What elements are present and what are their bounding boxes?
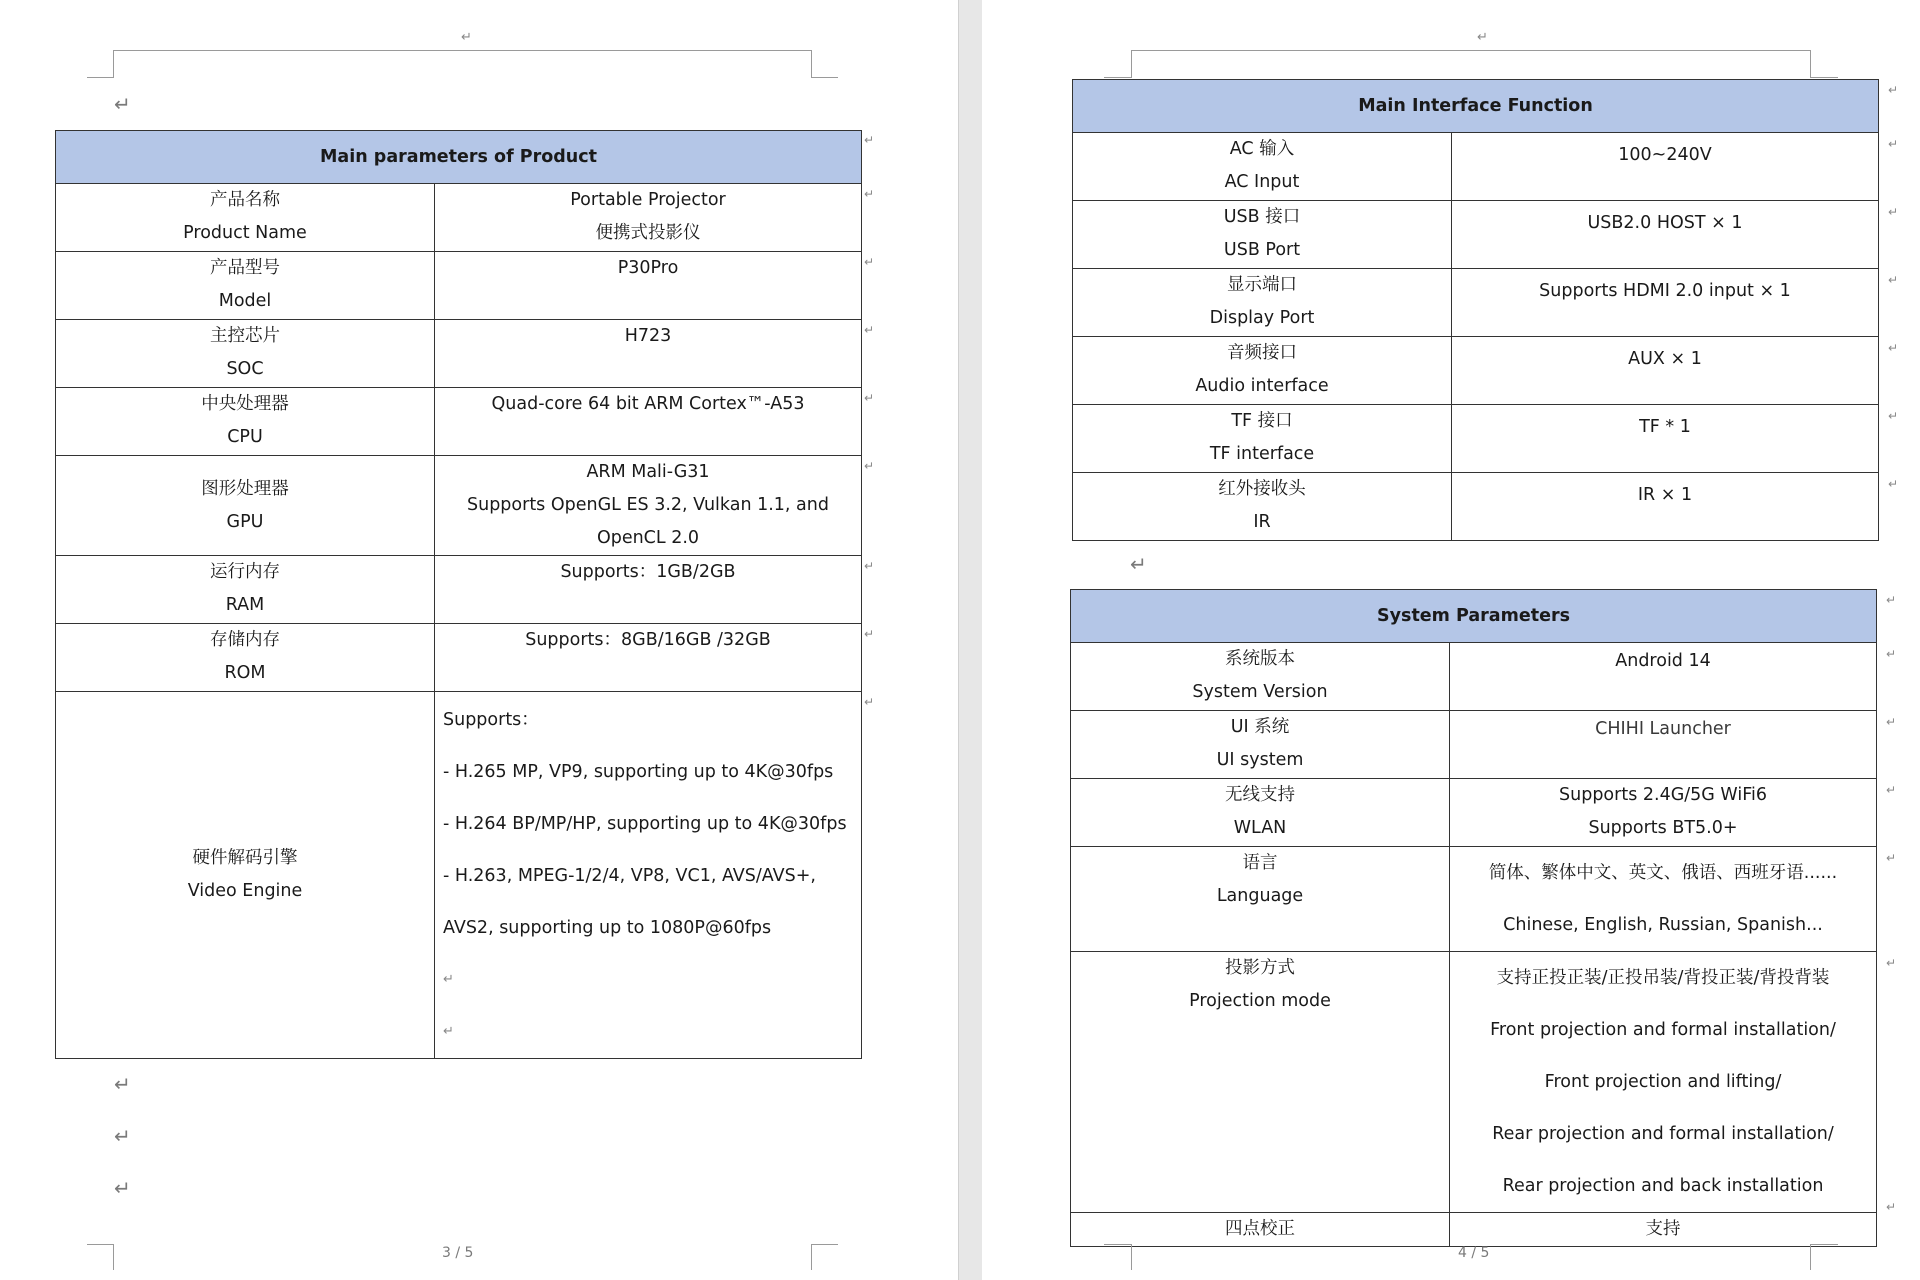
crop-mark-bottom-right-v bbox=[811, 1244, 812, 1270]
table-row: 运行内存 RAM Supports：1GB/2GB bbox=[56, 556, 862, 624]
table-row: 中央处理器 CPU Quad-core 64 bit ARM Cortex™-A53 bbox=[56, 388, 862, 456]
header-guide-right bbox=[1810, 50, 1811, 77]
table-row: 语言 Language 简体、繁体中文、英文、俄语、西班牙语...... Chinese, English, Russian, Spanish... bbox=[1071, 847, 1877, 952]
row-end-mark: ↵ bbox=[864, 627, 875, 641]
row-end-mark: ↵ bbox=[1886, 647, 1897, 661]
row-end-mark: ↵ bbox=[864, 559, 875, 573]
header-guide-left bbox=[1131, 50, 1132, 77]
document-page-4 bbox=[982, 0, 1920, 1280]
crop-mark-top-right bbox=[1810, 77, 1838, 78]
row-end-mark: ↵ bbox=[1886, 783, 1897, 797]
crop-mark-bottom-left-v bbox=[113, 1244, 114, 1270]
table-row: 显示端口 Display Port Supports HDMI 2.0 input × 1 bbox=[1073, 269, 1879, 337]
crop-mark-bottom-left bbox=[1104, 1244, 1132, 1245]
table-row: 无线支持 WLAN Supports 2.4G/5G WiFi6 Supports BT5.0+ bbox=[1071, 779, 1877, 847]
header-guide-line bbox=[1131, 50, 1811, 51]
row-end-mark: ↵ bbox=[864, 187, 875, 201]
header-paragraph-mark: ↵ bbox=[1477, 30, 1488, 45]
row-end-mark: ↵ bbox=[864, 459, 875, 473]
row-end-mark: ↵ bbox=[1886, 1200, 1897, 1214]
page-number: 4 / 5 bbox=[1458, 1245, 1490, 1261]
crop-mark-top-right bbox=[811, 77, 838, 78]
row-end-mark: ↵ bbox=[1888, 341, 1899, 355]
table-row: 红外接收头 IR IR × 1 bbox=[1073, 473, 1879, 541]
table-row: 存储内存 ROM Supports：8GB/16GB /32GB bbox=[56, 624, 862, 692]
row-end-mark: ↵ bbox=[1888, 273, 1899, 287]
crop-mark-bottom-right bbox=[1810, 1244, 1838, 1245]
table-title: Main parameters of Product bbox=[56, 131, 862, 184]
table-row: 投影方式 Projection mode 支持正投正装/正投吊装/背投正装/背投背装 Front projection and formal installation/ Front projection and lifting/ Rear projection and formal installation/ Rear projection and back installation bbox=[1071, 952, 1877, 1213]
document-page-3 bbox=[0, 0, 958, 1280]
table-row: AC 输入 AC Input 100~240V bbox=[1073, 133, 1879, 201]
row-end-mark: ↵ bbox=[864, 323, 875, 337]
table-title: System Parameters bbox=[1071, 590, 1877, 643]
page-number: 3 / 5 bbox=[442, 1245, 474, 1261]
interface-function-table bbox=[1072, 79, 1879, 541]
table-row: 四点校正 支持 bbox=[1071, 1213, 1877, 1247]
crop-mark-top-left bbox=[1104, 77, 1132, 78]
row-end-mark: ↵ bbox=[1888, 409, 1899, 423]
table-row: 系统版本 System Version Android 14 bbox=[1071, 643, 1877, 711]
paragraph-mark: ↵ bbox=[114, 1124, 131, 1148]
table-row: USB 接口 USB Port USB2.0 HOST × 1 bbox=[1073, 201, 1879, 269]
paragraph-mark: ↵ bbox=[114, 92, 131, 116]
table-row: 音频接口 Audio interface AUX × 1 bbox=[1073, 337, 1879, 405]
row-end-mark: ↵ bbox=[1888, 477, 1899, 491]
paragraph-mark: ↵ bbox=[1130, 552, 1147, 576]
table-row: 图形处理器 GPU ARM Mali-G31 Supports OpenGL ES 3.2, Vulkan 1.1, and OpenCL 2.0 bbox=[56, 456, 862, 556]
row-end-mark: ↵ bbox=[1888, 137, 1899, 151]
row-end-mark: ↵ bbox=[1886, 715, 1897, 729]
row-end-mark: ↵ bbox=[864, 133, 875, 147]
table-row: 硬件解码引擎 Video Engine Supports： - H.265 MP, VP9, supporting up to 4K@30fps - H.264 BP/MP/HP, supporting up to 4K@30fps - H.263, MPEG-1/2/4, VP8, VC1, AVS/AVS+, AVS2, supporting up to 1080P@60fps ↵ ↵ bbox=[56, 692, 862, 1059]
row-end-mark: ↵ bbox=[864, 695, 875, 709]
paragraph-mark: ↵ bbox=[114, 1176, 131, 1200]
crop-mark-bottom-right bbox=[811, 1244, 838, 1245]
crop-mark-bottom-left bbox=[87, 1244, 114, 1245]
product-parameters-table bbox=[55, 130, 862, 1059]
row-end-mark: ↵ bbox=[1888, 83, 1899, 97]
row-end-mark: ↵ bbox=[1886, 851, 1897, 865]
table-row: 主控芯片 SOC H723 bbox=[56, 320, 862, 388]
page-gutter-edge bbox=[958, 0, 959, 1280]
row-end-mark: ↵ bbox=[1886, 956, 1897, 970]
table-row: UI 系统 UI system CHIHI Launcher bbox=[1071, 711, 1877, 779]
row-end-mark: ↵ bbox=[1886, 593, 1897, 607]
table-row: 产品型号 Model P30Pro bbox=[56, 252, 862, 320]
crop-mark-top-left bbox=[87, 77, 114, 78]
header-paragraph-mark: ↵ bbox=[461, 30, 472, 45]
row-end-mark: ↵ bbox=[1888, 205, 1899, 219]
table-title: Main Interface Function bbox=[1073, 80, 1879, 133]
row-end-mark: ↵ bbox=[864, 255, 875, 269]
header-guide-line bbox=[113, 50, 812, 51]
table-row: TF 接口 TF interface TF * 1 bbox=[1073, 405, 1879, 473]
page-gutter bbox=[958, 0, 982, 1280]
header-guide-left bbox=[113, 50, 114, 77]
system-parameters-table bbox=[1070, 589, 1877, 1247]
header-guide-right bbox=[811, 50, 812, 77]
crop-mark-bottom-left-v bbox=[1131, 1244, 1132, 1270]
row-end-mark: ↵ bbox=[864, 391, 875, 405]
crop-mark-bottom-right-v bbox=[1810, 1244, 1811, 1270]
table-row: 产品名称 Product Name Portable Projector 便携式投影仪 bbox=[56, 184, 862, 252]
paragraph-mark: ↵ bbox=[114, 1072, 131, 1096]
